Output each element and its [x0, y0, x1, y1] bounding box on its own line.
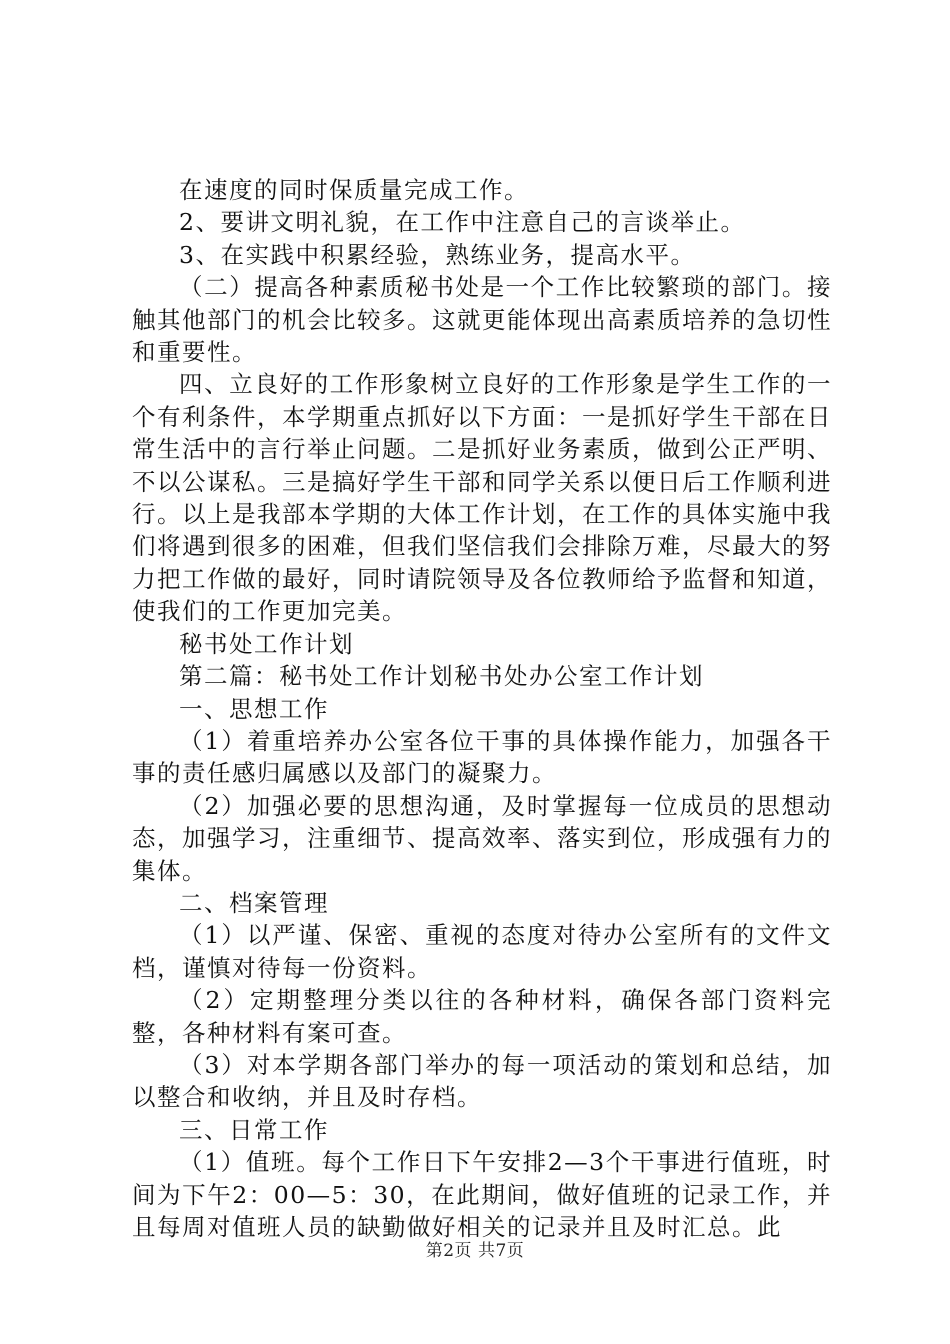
page-number-footer: 第2页 共7页	[425, 1241, 525, 1261]
paragraph: 四、立良好的工作形象树立良好的工作形象是学生工作的一个有利条件，本学期重点抓好以下方面：一是抓好学生干部在日常生活中的言行举止问题。二是抓好业务素质，做到公正严明、不以公谋私。三是搞好学生干部和同学关系以便日后工作顺利进行。以上是我部本学期的大体工作计划，在工作的具体实施中我们将遇到很多的困难，但我们坚信我们会排除万难，尽最大的努力把工作做的最好，同时请院领导及各位教师给予监督和知道，使我们的工作更加完美。	[132, 370, 832, 626]
paragraph: （1）以严谨、保密、重视的态度对待办公室所有的文件文档，谨慎对待每一份资料。	[132, 921, 832, 982]
paragraph: （2）定期整理分类以往的各种材料，确保各部门资料完整，各种材料有案可查。	[132, 986, 832, 1047]
document-body	[132, 174, 832, 1243]
paragraph: （2）加强必要的思想沟通，及时掌握每一位成员的思想动态，加强学习，注重细节、提高效率、落实到位，形成强有力的集体。	[132, 791, 832, 885]
paragraph: （3）对本学期各部门举办的每一项活动的策划和总结，加以整合和收纳，并且及时存档。	[132, 1050, 832, 1112]
paragraph: （1）着重培养办公室各位干事的具体操作能力，加强各干事的责任感归属感以及部门的凝聚力。	[132, 726, 832, 788]
section-heading: 三、日常工作	[179, 1115, 329, 1144]
section-heading: 二、档案管理	[179, 888, 329, 917]
section-heading: 第二篇：秘书处工作计划秘书处办公室工作计划	[179, 662, 704, 691]
section-heading: 一、思想工作	[179, 694, 329, 723]
paragraph: （二）提高各种素质秘书处是一个工作比较繁琐的部门。接触其他部门的机会比较多。这就更能体现出高素质培养的急切性和重要性。	[132, 273, 832, 367]
paragraph: 秘书处工作计划	[179, 629, 354, 658]
paragraph: （1）值班。每个工作日下午安排2—3个干事进行值班，时间为下午2：00—5：30，在此期间，做好值班的记录工作，并且每周对值班人员的缺勤做好相关的记录并且及时汇总。此	[132, 1148, 832, 1241]
paragraph: 3、在实践中积累经验，熟练业务，提高水平。	[179, 240, 696, 269]
paragraph: 2、要讲文明礼貌，在工作中注意自己的言谈举止。	[179, 208, 746, 237]
paragraph: 在速度的同时保质量完成工作。	[179, 176, 529, 204]
